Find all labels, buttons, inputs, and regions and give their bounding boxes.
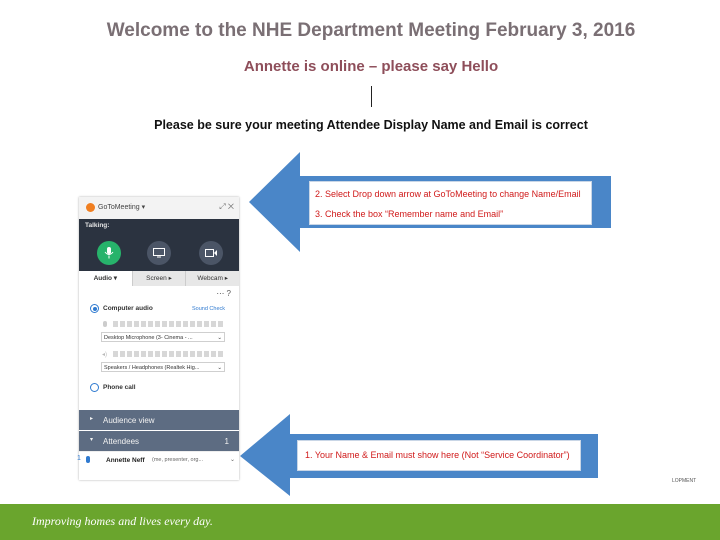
top-callout-line1: 2. Select Drop down arrow at GoToMeeting to change Name/Email xyxy=(315,189,581,199)
corner-text: LOPMENT xyxy=(672,478,697,484)
chevron-down-icon: ⌄ xyxy=(217,365,222,371)
bottom-callout-line1: 1. Your Name & Email must show here (Not “Service Coordinator”) xyxy=(305,450,570,460)
talking-label: Talking: xyxy=(85,222,110,229)
phone-call-radio[interactable] xyxy=(90,383,99,392)
phone-call-label: Phone call xyxy=(103,384,136,391)
gtm-name-dropdown[interactable]: GoToMeeting ▾ xyxy=(98,204,146,211)
mic-small-icon xyxy=(103,321,107,327)
footer-tagline: Improving homes and lives every day. xyxy=(32,514,213,528)
gtm-header xyxy=(79,197,239,220)
chevron-down-icon: ⌄ xyxy=(217,335,222,341)
attendee-mic-icon xyxy=(86,456,90,463)
microphone-icon xyxy=(104,247,114,259)
tab-screen[interactable]: Screen ▸ xyxy=(133,271,187,286)
sound-check-link[interactable]: Sound Check xyxy=(192,306,226,312)
gtm-tabs xyxy=(79,271,239,286)
text-cursor xyxy=(371,86,372,107)
tab-webcam[interactable]: Webcam ▸ xyxy=(197,275,228,282)
gotomeeting-panel xyxy=(79,197,239,480)
footer-bar xyxy=(0,504,720,540)
attendee-name: Annette Neff xyxy=(106,457,145,464)
speakers-select-value: Speakers / Headphones (Realtek Hig... xyxy=(104,365,200,371)
speakers-select[interactable] xyxy=(101,362,225,372)
attendee-count: 1 xyxy=(224,437,229,446)
bottom-callout xyxy=(297,440,581,471)
microphone-button[interactable] xyxy=(97,241,121,265)
computer-audio-label: Computer audio xyxy=(103,305,153,312)
audience-view-section[interactable] xyxy=(79,410,239,430)
more-options-icon[interactable]: ⋯ ? xyxy=(216,289,231,298)
attendees-label: Attendees xyxy=(103,437,140,446)
top-callout-line2: 3. Check the box “Remember name and Email” xyxy=(315,209,504,219)
chevron-right-icon: ▸ xyxy=(90,416,94,422)
gotomeeting-logo-icon xyxy=(86,203,95,212)
microphone-select-value: Desktop Microphone (3- Cinema - ... xyxy=(104,335,193,341)
screen-icon xyxy=(153,248,165,258)
attendee-role: (me, presenter, org... xyxy=(152,457,204,463)
camera-icon xyxy=(205,249,217,257)
talking-area xyxy=(79,219,239,271)
attendees-section[interactable] xyxy=(79,431,239,451)
notice-text: Please be sure your meeting Attendee Display Name and Email is correct xyxy=(154,118,588,132)
screen-share-button[interactable] xyxy=(147,241,171,265)
left-number: 1 xyxy=(77,455,81,462)
slide-subtitle: Annette is online – please say Hello xyxy=(243,58,499,75)
mic-level-meter xyxy=(113,321,223,327)
speaker-small-icon: ◂) xyxy=(102,352,108,358)
window-controls[interactable]: ⤢ ✕ xyxy=(219,202,234,211)
tab-audio[interactable]: Audio ▾ xyxy=(79,271,133,286)
chevron-down-icon: ▾ xyxy=(90,437,94,443)
microphone-select[interactable] xyxy=(101,332,225,342)
audience-view-label: Audience view xyxy=(103,416,155,425)
attendee-chevron-icon[interactable]: ⌄ xyxy=(229,457,235,463)
computer-audio-radio[interactable] xyxy=(90,304,99,313)
top-callout xyxy=(309,181,592,225)
attendee-row[interactable] xyxy=(79,451,239,470)
slide-title: Welcome to the NHE Department Meeting February 3, 2016 xyxy=(106,20,636,41)
speaker-level-meter xyxy=(113,351,223,357)
webcam-button[interactable] xyxy=(199,241,223,265)
